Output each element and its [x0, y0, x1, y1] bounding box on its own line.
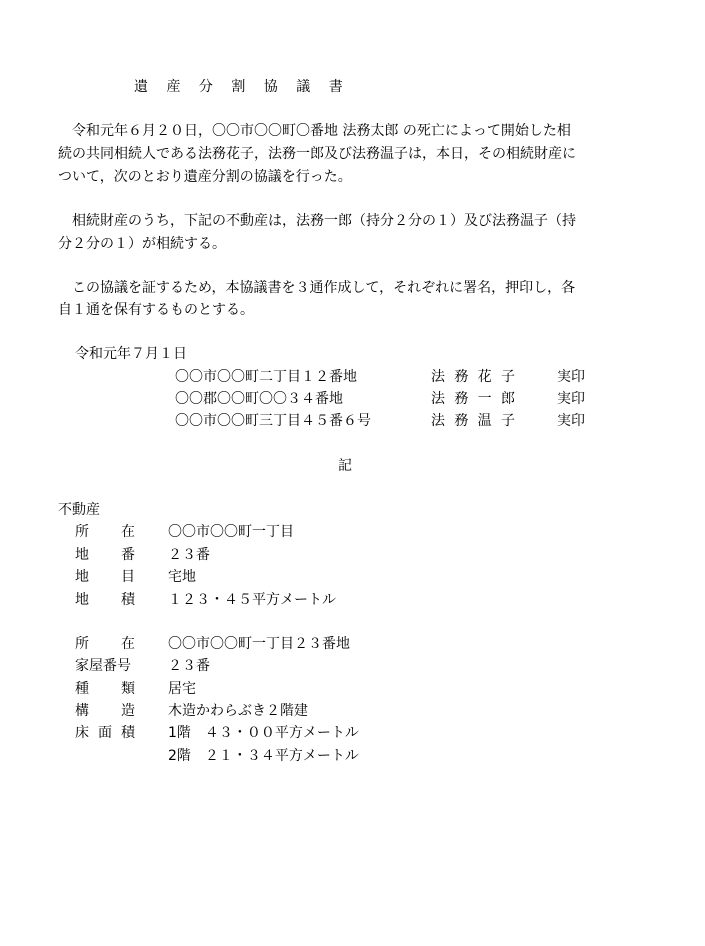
- paragraph1-line1: 令和元年６月２０日，〇〇市〇〇町〇番地 法務太郎 の死亡によって開始した相: [58, 123, 571, 139]
- signatory-seal: 実印: [557, 369, 585, 385]
- building-kind-value: 居宅: [168, 681, 196, 697]
- signatory-address: 〇〇市〇〇町二丁目１２番地: [175, 369, 357, 385]
- building-floor-area-value-2: 2階 ２１・３４平方メートル: [168, 748, 359, 764]
- document-title: 遺 産 分 割 協 議 書: [134, 79, 350, 95]
- paragraph1-line3: ついて，次のとおり遺産分割の協議を行った。: [58, 169, 352, 185]
- signatory-name: 法 務 一 郎: [431, 391, 515, 407]
- paragraph2-line1: 相続財産のうち，下記の不動産は，法務一郎（持分２分の１）及び法務温子（持: [58, 213, 576, 229]
- signatory-name: 法 務 花 子: [431, 369, 515, 385]
- building-house-number-value: ２３番: [168, 658, 210, 674]
- building-structure-value: 木造かわらぶき２階建: [168, 703, 308, 719]
- paragraph1-line2: 続の共同相続人である法務花子，法務一郎及び法務温子は，本日，その相続財産に: [58, 146, 576, 162]
- signatory-address: 〇〇郡〇〇町〇〇３４番地: [175, 391, 343, 407]
- building-structure-label: 構 造: [75, 703, 135, 719]
- land-location-value: 〇〇市〇〇町一丁目: [168, 524, 294, 540]
- land-type-value: 宅地: [168, 569, 196, 585]
- paragraph2-line2: 分２分の１）が相続する。: [58, 236, 226, 252]
- signatory-seal: 実印: [557, 391, 585, 407]
- property-heading: 不動産: [58, 502, 100, 518]
- ki-heading: 記: [338, 458, 352, 474]
- land-location-label: 所 在: [75, 524, 135, 540]
- building-floor-area-value-1: 1階 ４３・００平方メートル: [168, 725, 359, 741]
- paragraph3-line1: この協議を証するため，本協議書を３通作成して，それぞれに署名，押印し，各: [58, 280, 576, 296]
- land-type-label: 地 目: [75, 569, 135, 585]
- agreement-date: 令和元年７月１日: [75, 346, 187, 362]
- signatory-seal: 実印: [557, 413, 585, 429]
- paragraph3-line2: 自１通を保有するものとする。: [58, 302, 254, 318]
- land-lot-number-value: ２３番: [168, 547, 210, 563]
- building-kind-label: 種 類: [75, 681, 135, 697]
- building-location-value: 〇〇市〇〇町一丁目２３番地: [168, 636, 350, 652]
- signatory-name: 法 務 温 子: [431, 413, 515, 429]
- signatory-address: 〇〇市〇〇町三丁目４５番６号: [175, 413, 371, 429]
- building-location-label: 所 在: [75, 636, 135, 652]
- land-lot-number-label: 地 番: [75, 547, 135, 563]
- land-area-value: １２３・４５平方メートル: [168, 592, 336, 608]
- building-floor-area-label: 床 面 積: [75, 725, 135, 741]
- building-house-number-label: 家屋番号: [75, 658, 131, 674]
- land-area-label: 地 積: [75, 592, 135, 608]
